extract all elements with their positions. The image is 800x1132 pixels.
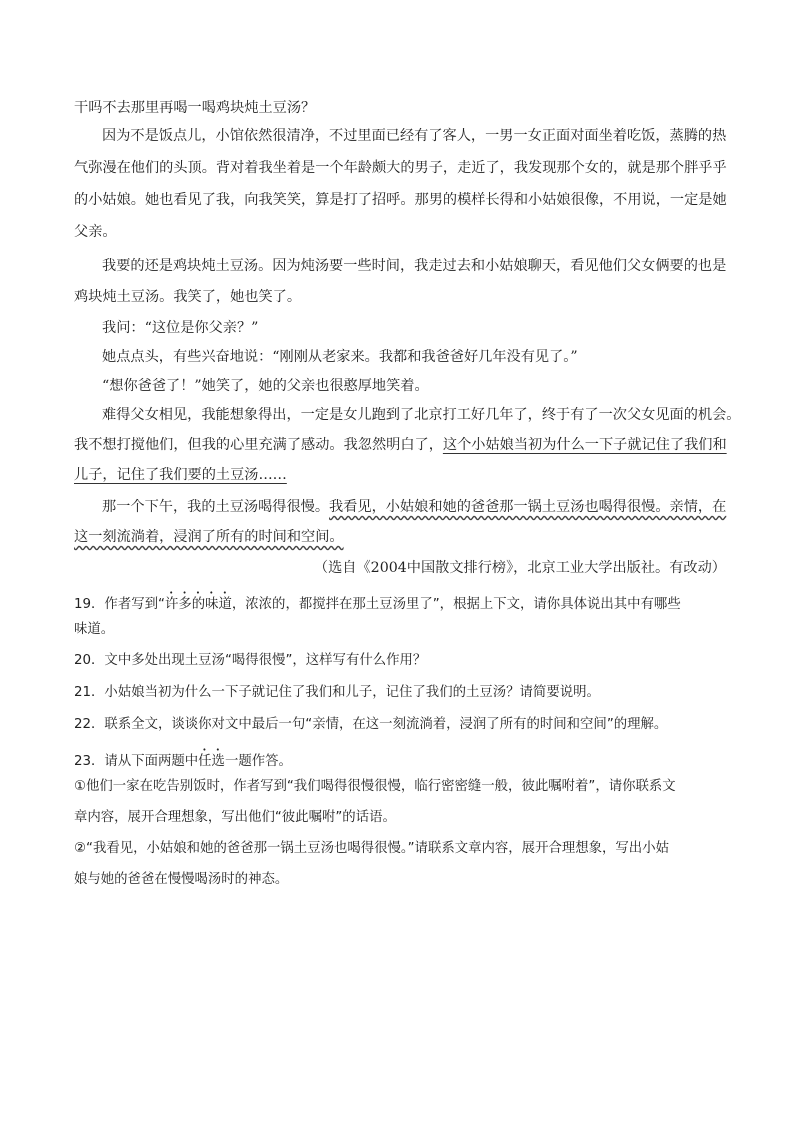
question-text: 19．作者写到“ [74, 597, 165, 612]
passage-line: 因为不是饭点儿，小馆依然很清净，不过里面已经有了客人，一男一女正面对面坐着吃饭，蒸腾的热 [102, 128, 727, 144]
passage-line: 的小姑娘。她也看见了我，向我笑笑，算是打了招呼。那男的模样长得和小姑娘很像，不用说，一定是她 [74, 192, 727, 208]
question-23-option-2: ②“我看见，小姑娘和她的爸爸那一锅土豆汤也喝得很慢。”请联系文章内容，展开合理想象，写出小姑 [74, 841, 669, 856]
question-23-option-2-cont: 娘与她的爸爸在慢慢喝汤时的神态。 [74, 872, 289, 887]
passage-line: 她点点头，有些兴奋地说：“刚刚从老家来。我都和我爸爸好几年没有见了。” [102, 349, 578, 365]
passage-line: 父亲。 [74, 224, 117, 240]
question-19 [74, 589, 726, 615]
passage-line: 干吗不去那里再喝一喝鸡块炖土豆汤？ [74, 100, 316, 116]
emphasis-text: 许多的味道 [164, 597, 232, 612]
passage-text: 我不想打搅他们，但我的心里充满了感动。我忽然明白了， [74, 437, 443, 453]
passage-text: 那一个下午，我的土豆汤喝得很慢。 [102, 499, 330, 515]
question-22: 22．联系全文，谈谈你对文中最后一句“亲情，在这一刻流淌着，浸润了所有的时间和空间”的理解。 [74, 717, 668, 732]
wavy-underlined-sentence: 这一刻流淌着，浸润了所有的时间和空间。 [74, 529, 344, 545]
question-19-cont: 味道。 [74, 622, 115, 637]
passage-line [102, 497, 726, 517]
question-text: 一题作答。 [224, 754, 292, 769]
passage-line: 气弥漫在他们的头顶。背对着我坐着是一个年龄颇大的男子，走近了，我发现那个女的，就是那个胖乎乎 [74, 160, 727, 176]
question-23 [74, 746, 726, 772]
passage-source: （选自《2004中国散文排行榜》，北京工业大学出版社。有改动） [313, 560, 726, 576]
question-21: 21．小姑娘当初为什么一下子就记住了我们和儿子，记住了我们的土豆汤？请简要说明。 [74, 685, 600, 700]
question-23-option-1: ①他们一家在吃告别饭时，作者写到“我们喝得很慢很慢，临行密密缝一般，彼此嘱咐着”，请你联系文 [74, 779, 676, 794]
passage-line [74, 435, 726, 455]
question-20: 20．文中多处出现土豆汤“喝得很慢”，这样写有什么作用？ [74, 653, 427, 668]
underlined-sentence: 儿子，记住了我们要的土豆汤…… [74, 467, 287, 483]
passage-line: 我要的还是鸡块炖土豆汤。因为炖汤要一些时间，我走过去和小姑娘聊天，看见他们父女俩要的也是 [102, 258, 727, 274]
emphasis-text: 任选 [198, 754, 225, 769]
wavy-underlined-sentence: 我看见，小姑娘和她的爸爸那一锅土豆汤也喝得很慢。亲情，在 [329, 499, 727, 515]
passage-line: 鸡块炖土豆汤。我笑了，她也笑了。 [74, 289, 302, 305]
passage-line [74, 527, 726, 547]
passage-line [74, 465, 726, 485]
passage-line: “想你爸爸了！”她笑了，她的父亲也很憨厚地笑着。 [102, 378, 429, 394]
question-23-option-1-cont: 章内容，展开合理想象，写出他们“彼此嘱咐”的话语。 [74, 810, 396, 825]
passage-line: 难得父女相见，我能想象得出，一定是女儿跑到了北京打工好几年了，终于有了一次父女见面的机会。 [102, 407, 741, 423]
question-text: 23．请从下面两题中 [74, 754, 199, 769]
question-text: ，浓浓的，都搅拌在那土豆汤里了”，根据上下文，请你具体说出其中有哪些 [231, 597, 681, 612]
passage-line: 我问：“这位是你父亲？” [102, 320, 259, 336]
underlined-sentence: 这个小姑娘当初为什么一下子就记住了我们和 [442, 437, 727, 453]
